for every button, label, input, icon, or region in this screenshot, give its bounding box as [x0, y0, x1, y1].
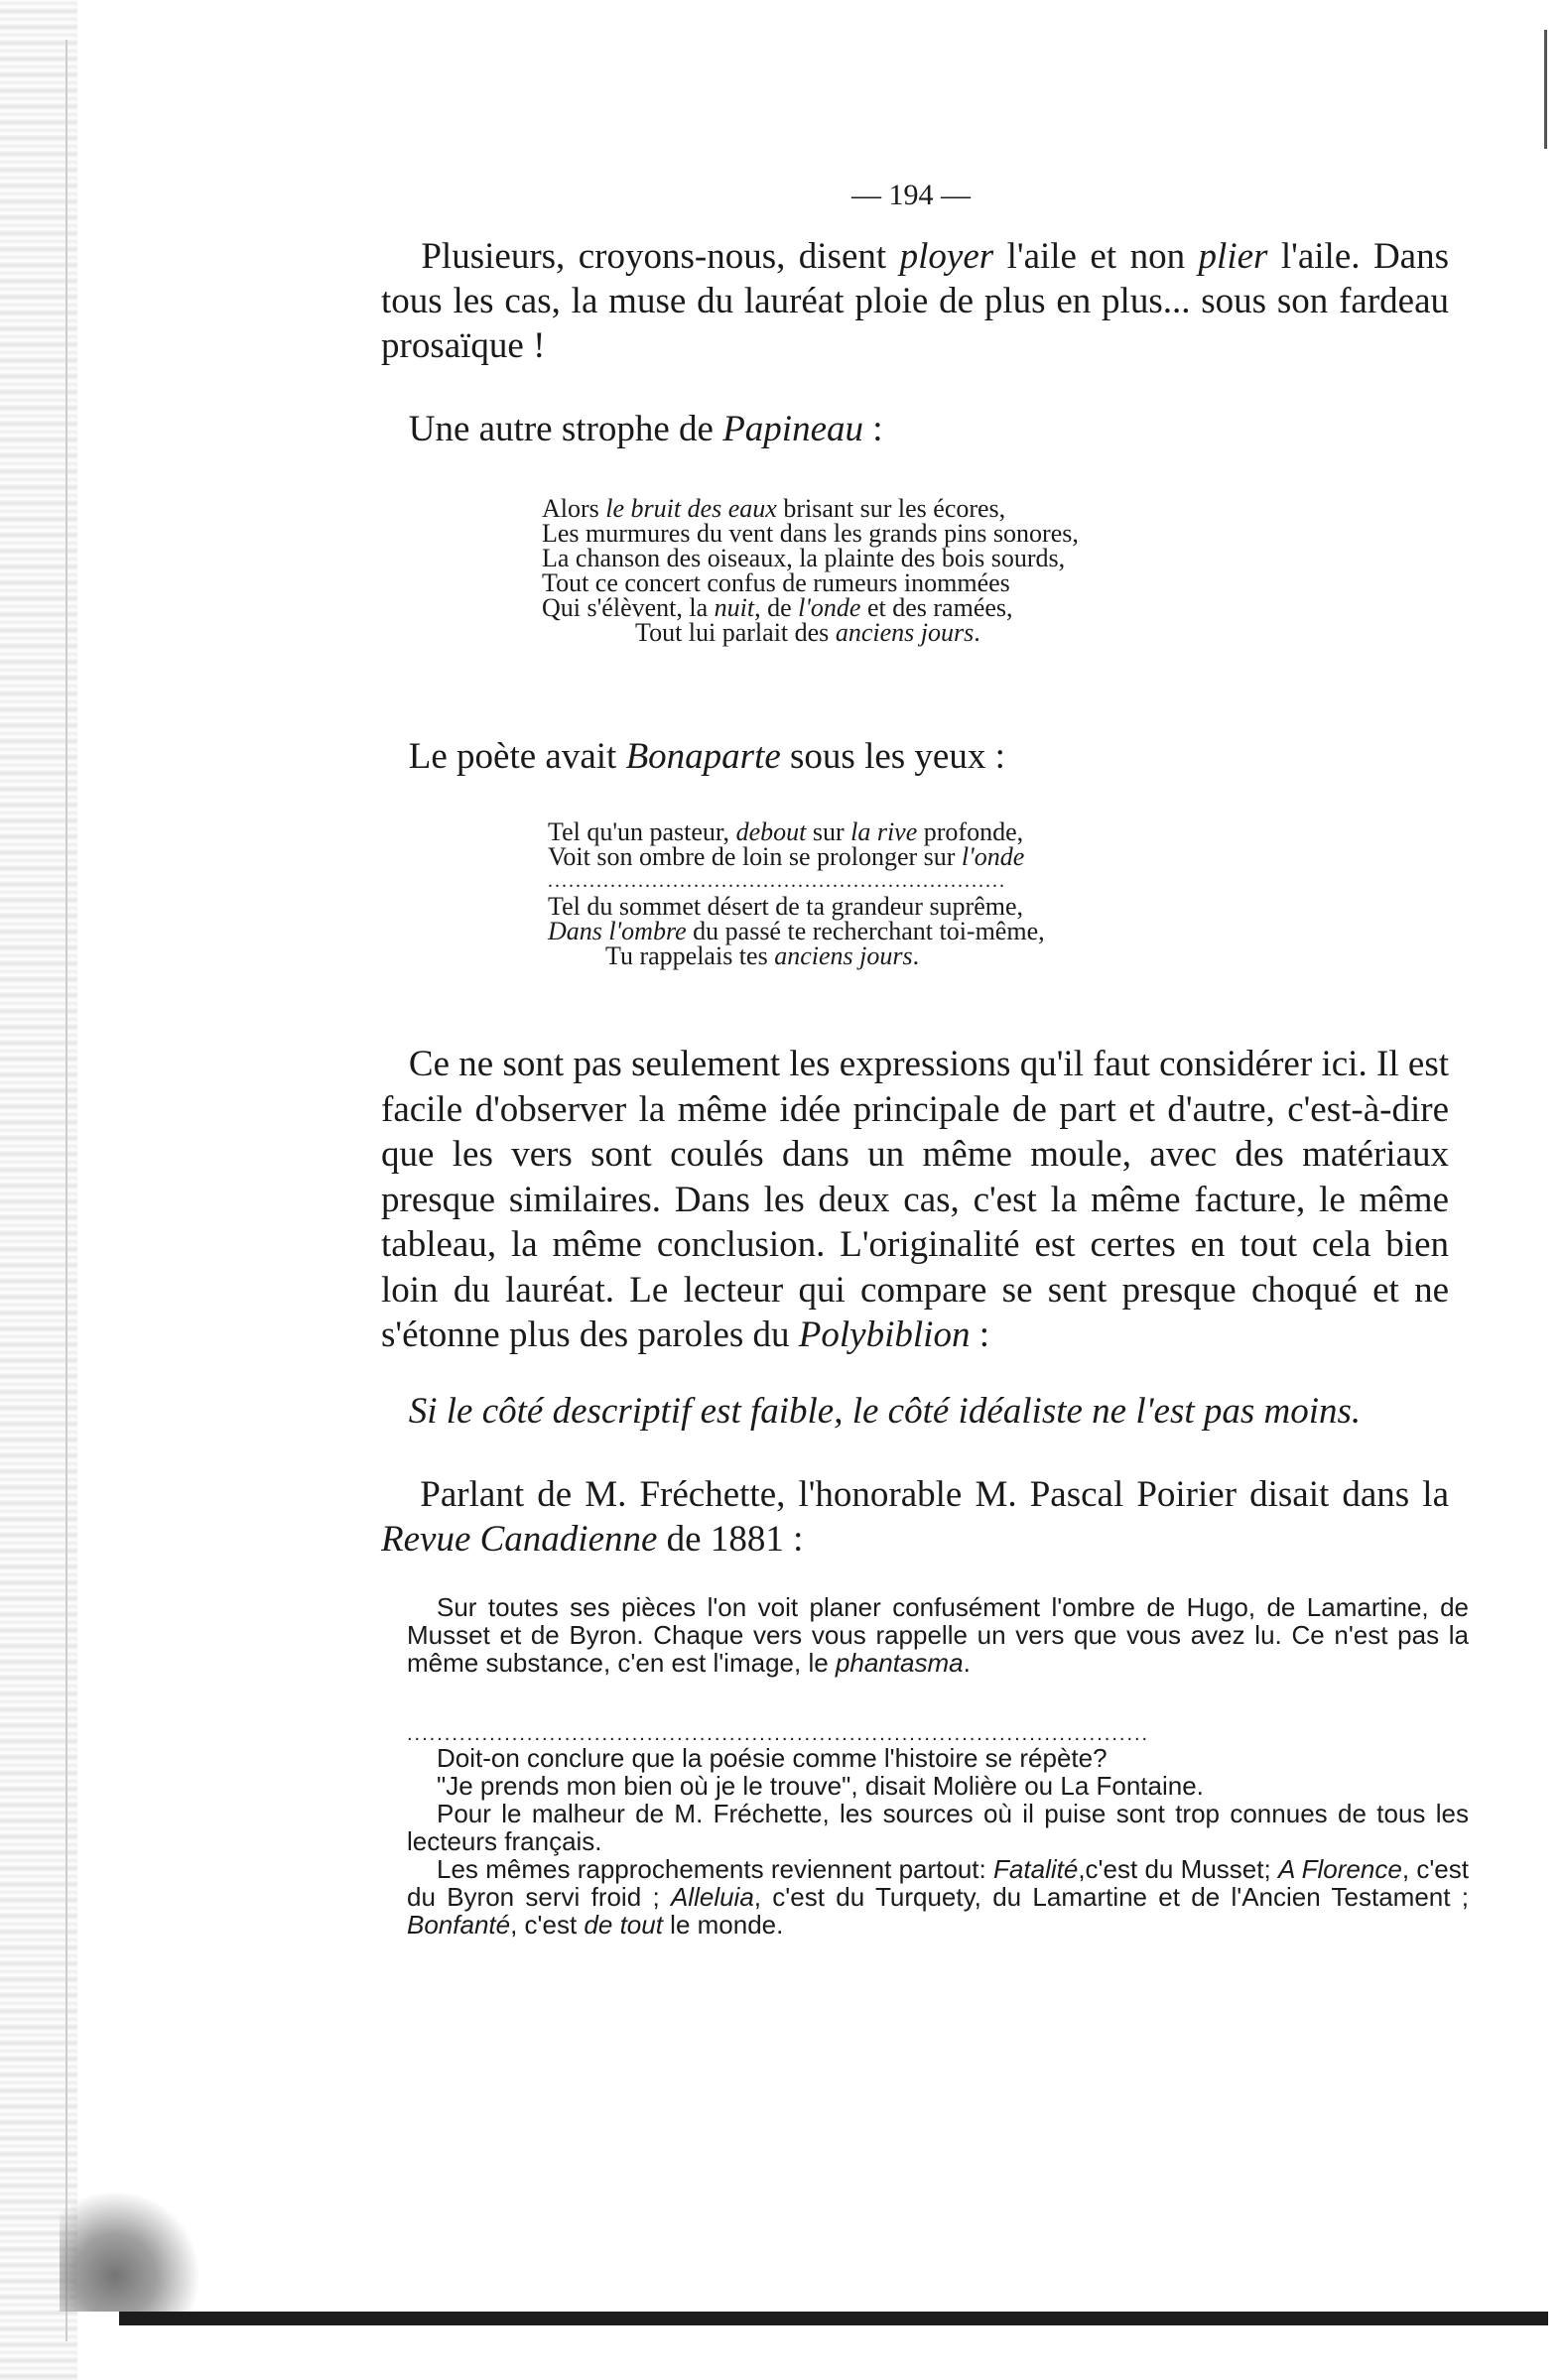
v2l2i: l'onde [961, 842, 1025, 871]
n4f: le monde. [662, 1910, 784, 1940]
v2l2a: Voit son ombre de loin se prolonger sur [548, 842, 962, 871]
v2l4i: Dans l'ombre [548, 917, 687, 945]
verse1-line-2: Les murmures du vent dans les grands pins sonores, [542, 519, 1079, 548]
verse-bonaparte [548, 819, 1045, 968]
p4-text-b: : [970, 1315, 989, 1355]
p1-italic-a: ployer [899, 236, 994, 277]
p6-italic: Revue Canadienne [381, 1519, 658, 1560]
v2l1c: profonde, [917, 817, 1024, 846]
v2l5a: Tu rappelais tes [605, 941, 775, 970]
paragraph-3 [381, 734, 1449, 779]
n4b: ,c'est du Musset; [1078, 1854, 1278, 1884]
verse2-line-2 [548, 844, 1045, 869]
n4e: , c'est [510, 1910, 585, 1940]
paragraph-6 [381, 1472, 1449, 1562]
p6-text-a: Parlant de M. Fréchette, l'honorable M. Pascal Poirier disait dans la [420, 1474, 1449, 1515]
closing-notes [407, 1724, 1469, 1939]
p2-text-b: : [863, 409, 883, 449]
n4d: , c'est du Turquety, du Lamartine et de l'Ancien Testament ; [753, 1882, 1469, 1912]
verse1-line-6 [542, 620, 1079, 645]
verse-papineau [542, 496, 1079, 645]
notes-ellipsis: ................................................................................................... [407, 1723, 1150, 1745]
n4a: Les mêmes rapprochements reviennent partout: [437, 1854, 994, 1884]
p6-text-b: de 1881 : [657, 1519, 804, 1560]
v1l5c: et des ramées, [860, 593, 1013, 622]
p3-text-b: sous les yeux : [780, 736, 1005, 777]
p2-text-a: Une autre strophe de [408, 409, 723, 449]
note-4 [407, 1855, 1469, 1939]
verse1-line-3: La chanson des oiseaux, la plainte des bois sourds, [542, 544, 1066, 572]
scan-bottom-edge [119, 2312, 1548, 2325]
v1l1b: brisant sur les écores, [776, 494, 1006, 523]
p2-italic: Papineau [722, 409, 863, 449]
paragraph-2 [381, 407, 1449, 451]
p4-text-a: Ce ne sont pas seulement les expressions qu'il faut considérer ici. Il est facile d'observer la même idée principale de part et d'autre, c'est-à-dire que les vers sont coulés dans un même moule, avec des matériaux presque similaires. Dans les deux cas, c'est la même facture, le même tableau, la même conclusion. L'originalité est certes en tout cela bien loin du lauréat. Le lecteur qui compare se sent presque choqué et ne s'étonne plus des paroles du [381, 1044, 1449, 1355]
p3-text-a: Le poète avait [408, 736, 626, 777]
v2l5b: . [912, 941, 920, 970]
n4i3: Alleluia [670, 1882, 754, 1912]
quote-text-a: Sur toutes ses pièces l'on voit planer confusément l'ombre de Hugo, de Lamartine, de Musset et de Byron. Chaque vers vous rappelle un vers que vous avez lu. Ce n'est pas la même substance, c'en est l'image, le [407, 1592, 1469, 1678]
quote-italic: phantasma [835, 1648, 964, 1678]
verse2-line-5 [548, 943, 1045, 968]
verse2-ellipsis: .................................................................. [548, 870, 1006, 892]
verse2-line-1 [548, 819, 1045, 844]
v2l1i2: la rive [850, 817, 918, 846]
quote-poirier [407, 1593, 1469, 1677]
verse1-line-1 [542, 496, 1079, 521]
p1-text-a: Plusieurs, croyons-nous, disent [421, 236, 900, 277]
verse2-line-4 [548, 919, 1045, 943]
paragraph-5 [381, 1389, 1449, 1434]
v1l1a: Alors [542, 494, 606, 523]
v1l6a: Tout lui parlait des [635, 618, 836, 647]
v1l1i: le bruit des eaux [605, 494, 777, 523]
verse1-line-4: Tout ce concert confus de rumeurs inommées [542, 568, 1010, 597]
v1l5b: , de [754, 593, 799, 622]
paragraph-4 [381, 1042, 1449, 1358]
p1-text-c: l'aile. Dans tous les cas, la muse du lauréat ploie de plus en plus... sous son fardeau prosaïque ! [381, 236, 1449, 366]
v2l4b: du passé te recherchant toi-même, [686, 917, 1045, 945]
v2l1a: Tel qu'un pasteur, [548, 817, 736, 846]
note-3: Pour le malheur de M. Fréchette, les sources où il puise sont trop connues de tous les lecteurs français. [407, 1799, 1469, 1856]
v2l1b: sur [806, 817, 851, 846]
page-number: — 194 — [851, 179, 971, 211]
scan-corner-smudge [60, 2192, 198, 2312]
p4-italic: Polybiblion [798, 1315, 971, 1355]
p1-text-b: l'aile et non [993, 236, 1199, 277]
v1l5a: Qui s'élèvent, la [542, 593, 715, 622]
p5-italic: Si le côté descriptif est faible, le côté idéaliste ne l'est pas moins. [408, 1391, 1362, 1432]
note-2: "Je prends mon bien où je le trouve", disait Molière ou La Fontaine. [437, 1771, 1204, 1801]
quote-text-b: . [963, 1648, 971, 1678]
n4i2: A Florence [1277, 1854, 1402, 1884]
n4c: , c'est du Byron servi froid ; [407, 1854, 1469, 1912]
verse2-line-3: Tel du sommet désert de ta grandeur suprême, [548, 892, 1024, 921]
v1l5i2: l'onde [798, 593, 861, 622]
v1l5i1: nuit [714, 593, 755, 622]
verse1-line-5 [542, 595, 1079, 620]
scan-left-edge [0, 0, 77, 2380]
v1l6i: anciens jours [835, 618, 975, 647]
paragraph-1 [381, 234, 1449, 368]
note-1: Doit-on conclure que la poésie comme l'histoire se répète? [437, 1743, 1108, 1773]
scan-top-right-mark [1524, 30, 1547, 149]
p3-italic: Bonaparte [625, 736, 781, 777]
v2l5i: anciens jours [774, 941, 913, 970]
v1l6b: . [974, 618, 980, 647]
n4i4: Bonfanté [407, 1910, 511, 1940]
n4i1: Fatalité [993, 1854, 1079, 1884]
p1-italic-b: plier [1198, 236, 1268, 277]
v2l1i1: debout [735, 817, 807, 846]
n4i5: de tout [584, 1910, 663, 1940]
